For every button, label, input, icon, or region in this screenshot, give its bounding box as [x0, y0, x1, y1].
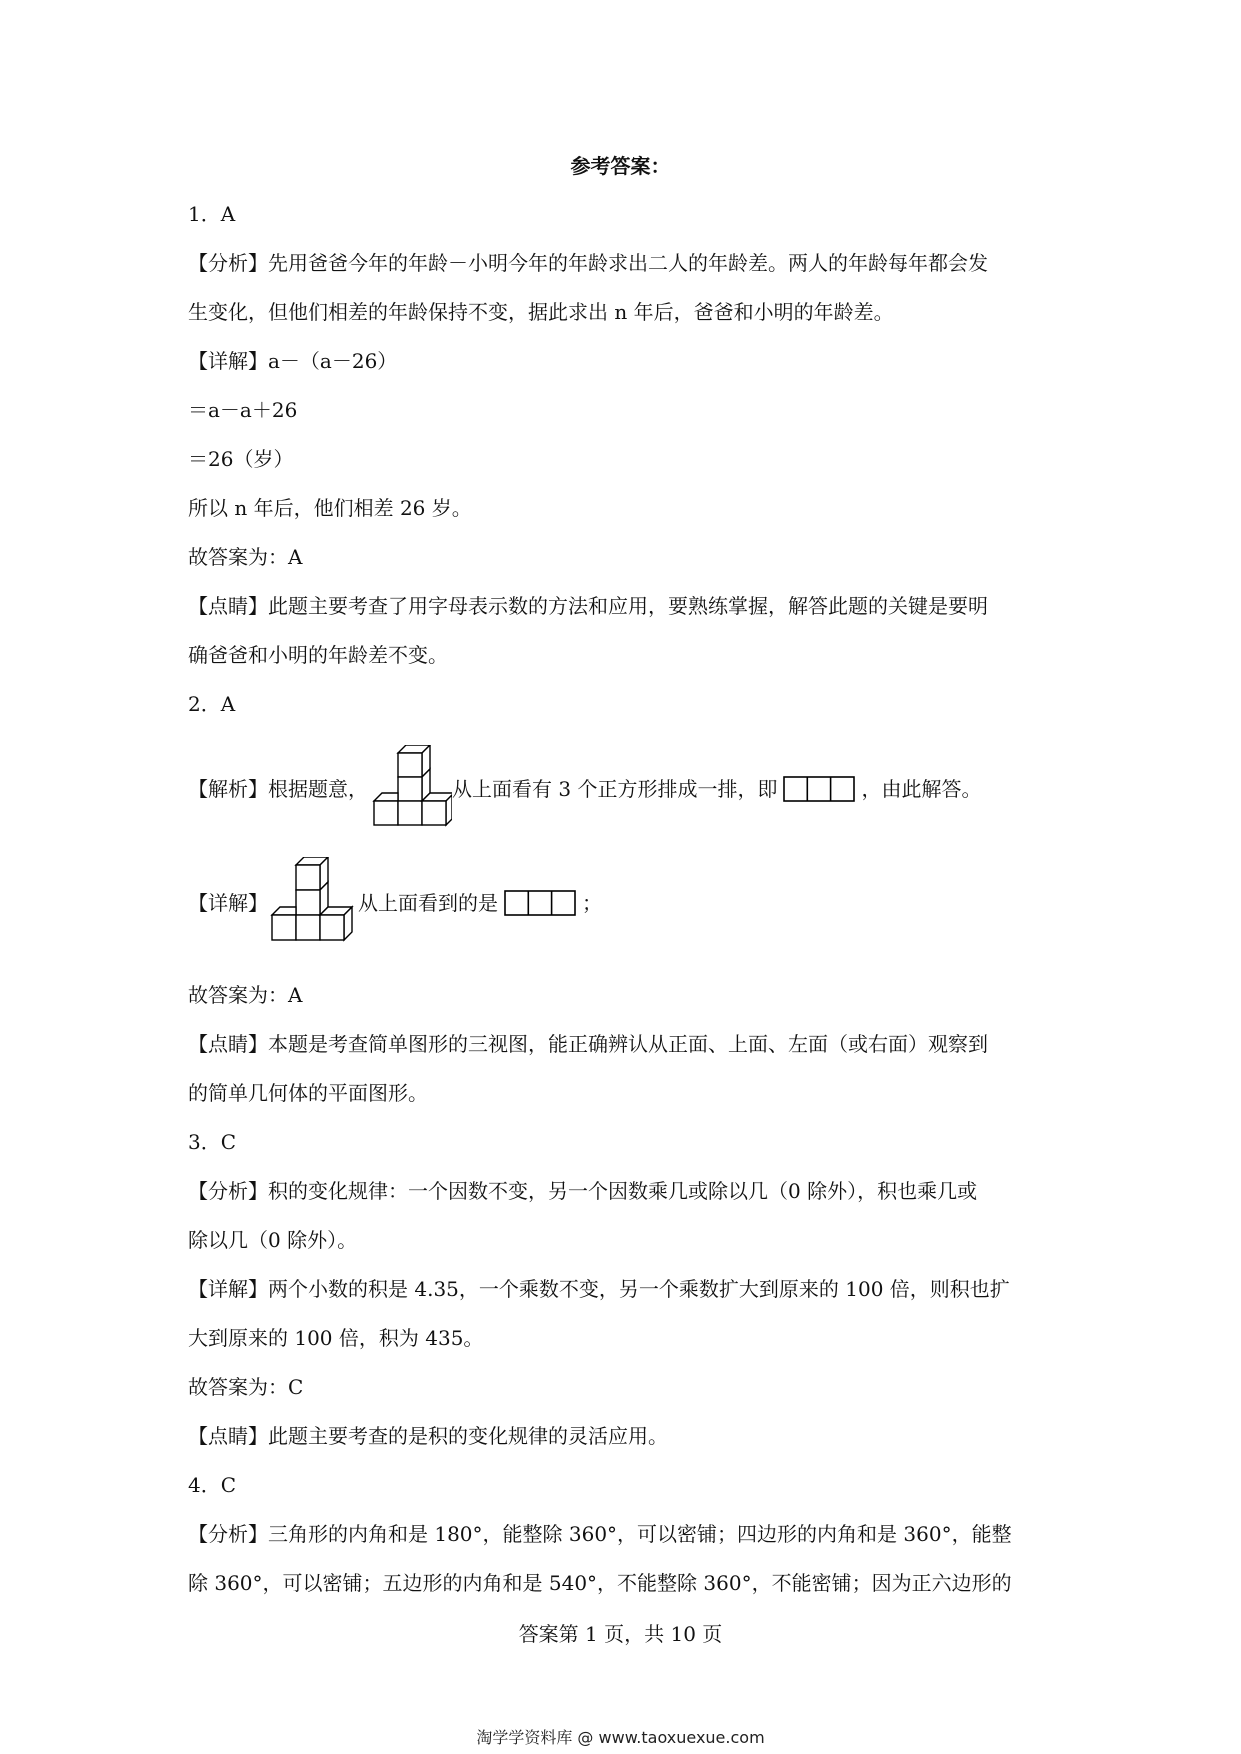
q3-comment-line-1: 【点睛】此题主要考查的是积的变化规律的灵活应用。 [188, 1424, 668, 1448]
cube-stack-figure [368, 745, 452, 833]
q2-comment-line-2: 的简单几何体的平面图形。 [188, 1081, 428, 1105]
q1-comment-line-2: 确爸爸和小明的年龄差不变。 [188, 643, 448, 667]
q2-detail-suffix: ； [582, 890, 602, 915]
q4-analysis-line-2: 除 360°，可以密铺；五边形的内角和是 540°，不能整除 360°，不能密铺；因为正六边形的 [188, 1571, 1012, 1595]
watermark: 淘学学资料库 @ www.taoxuexue.com [476, 1728, 765, 1747]
q2-number: 2．A [188, 692, 236, 716]
q3-number: 3．C [188, 1130, 237, 1154]
q1-detail-line-4: 所以 n 年后，他们相差 26 岁。 [188, 496, 472, 520]
q2-answer: 故答案为：A [188, 983, 303, 1007]
answer-content [188, 190, 1058, 1608]
q4-analysis-line-1: 【分析】三角形的内角和是 180°，能整除 360°，可以密铺；四边形的内角和是 360°，能整 [188, 1522, 1012, 1546]
page-title: 参考答案： [570, 154, 671, 178]
q1-comment-line-1: 【点睛】此题主要考查了用字母表示数的方法和应用，要熟练掌握，解答此题的关键是要明 [188, 594, 988, 618]
q1-detail-line-2: ＝a－a＋26 [188, 398, 298, 422]
q2-comment-line-1: 【点睛】本题是考查简单图形的三视图，能正确辨认从正面、上面、左面（或右面）观察到 [188, 1032, 988, 1056]
q3-answer: 故答案为：C [188, 1375, 304, 1399]
q1-analysis-line-1: 【分析】先用爸爸今年的年龄－小明今年的年龄求出二人的年龄差。两人的年龄每年都会发 [188, 251, 988, 275]
q2-detail-line [188, 853, 1058, 953]
q1-answer: 故答案为：A [188, 545, 303, 569]
q2-analysis-line [188, 739, 1058, 839]
q2-detail-prefix: 【详解】 [188, 890, 268, 915]
q1-detail-line-1: 【详解】a－（a－26） [188, 349, 398, 373]
q2-detail-middle: 从上面看到的是 [358, 890, 498, 915]
q1-analysis-line-2: 生变化，但他们相差的年龄保持不变，据此求出 n 年后，爸爸和小明的年龄差。 [188, 300, 894, 324]
q3-analysis-line-2: 除以几（0 除外）。 [188, 1228, 358, 1252]
three-square-row-figure [504, 890, 576, 916]
q2-analysis-prefix: 【解析】根据题意， [188, 776, 368, 801]
q2-analysis-suffix: ，由此解答。 [861, 776, 982, 801]
q3-detail-line-1: 【详解】两个小数的积是 4.35，一个乘数不变，另一个乘数扩大到原来的 100 倍，则积也扩 [188, 1277, 1010, 1301]
q1-number: 1．A [188, 202, 236, 226]
cube-stack-figure [268, 857, 358, 949]
q4-number: 4．C [188, 1473, 237, 1497]
q2-analysis-middle: 从上面看有 3 个正方形排成一排，即 [452, 776, 778, 801]
q3-analysis-line-1: 【分析】积的变化规律：一个因数不变，另一个因数乘几或除以几（0 除外），积也乘几或 [188, 1179, 978, 1203]
q3-detail-line-2: 大到原来的 100 倍，积为 435。 [188, 1326, 484, 1350]
three-square-row-figure [783, 776, 855, 802]
q1-detail-line-3: ＝26（岁） [188, 447, 294, 471]
page-footer: 答案第 1 页，共 10 页 [518, 1622, 723, 1646]
